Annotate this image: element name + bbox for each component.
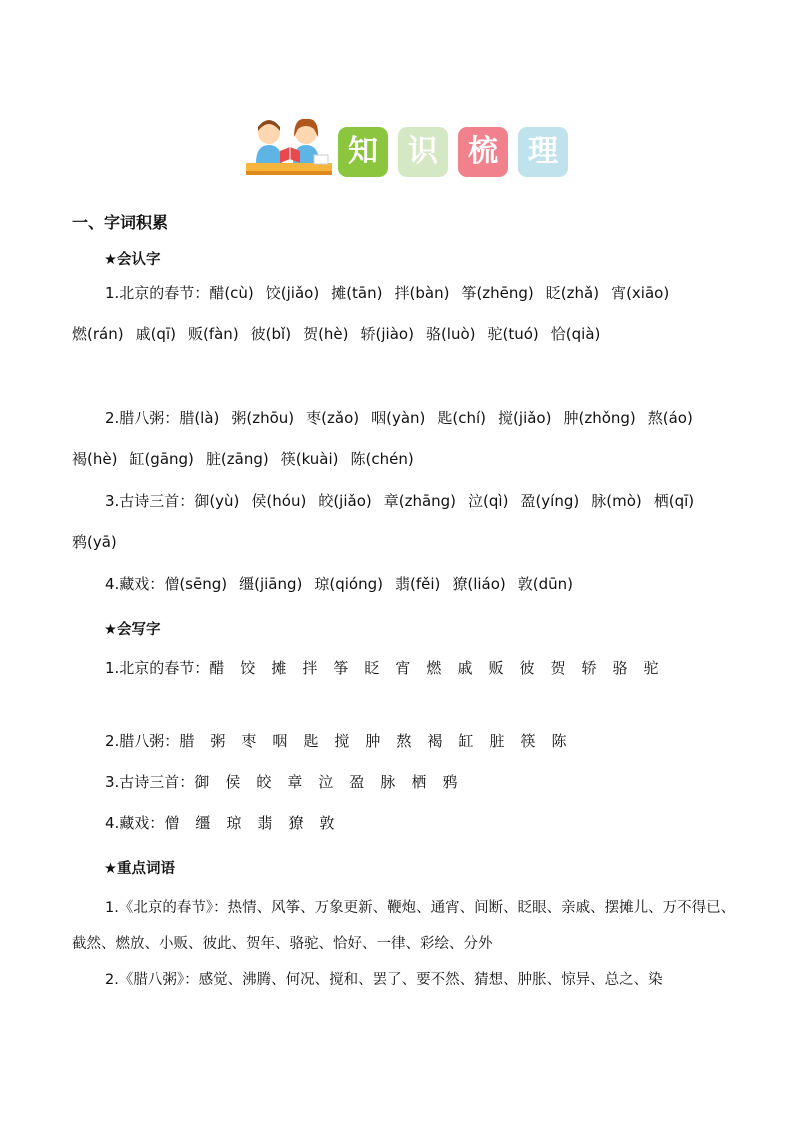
recognize-group: [72, 481, 732, 563]
banner-title: [338, 127, 568, 177]
write-char: 缰: [195, 814, 211, 832]
write-char: 肿: [365, 732, 381, 750]
char-with-pinyin: 驼(tuó): [487, 325, 539, 343]
subheading-key-words: ★重点词语: [104, 861, 175, 877]
write-char: 枣: [241, 732, 257, 750]
char-with-pinyin: 咽(yàn): [371, 409, 426, 427]
char-with-pinyin: 搅(jiǎo): [498, 409, 552, 427]
char-with-pinyin: 僧(sēng): [164, 575, 228, 593]
banner-tile: 知: [338, 127, 388, 177]
banner-tile: 理: [518, 127, 568, 177]
write-char: 脏: [489, 732, 505, 750]
char-with-pinyin: 缸(gāng): [129, 450, 194, 468]
write-char: 褐: [427, 732, 443, 750]
write-char: 盈: [349, 773, 365, 791]
char-with-pinyin: 贺(hè): [303, 325, 349, 343]
char-with-pinyin: 鸦(yā): [72, 533, 117, 551]
write-char: 搅: [334, 732, 350, 750]
write-char: 陈: [551, 732, 567, 750]
write-char: 皎: [256, 773, 272, 791]
char-with-pinyin: 御(yù): [194, 492, 240, 510]
char-with-pinyin: 褐(hè): [72, 450, 118, 468]
write-group: [72, 805, 732, 841]
write-char: 缸: [458, 732, 474, 750]
write-char: 腊: [179, 732, 195, 750]
char-with-pinyin: 泣(qì): [468, 492, 509, 510]
write-char: 章: [287, 773, 303, 791]
banner-tile: 识: [398, 127, 448, 177]
write-char: 侯: [225, 773, 241, 791]
char-with-pinyin: 醋(cù): [209, 284, 254, 302]
char-with-pinyin: 翡(fěi): [394, 575, 441, 593]
group-label: 1.北京的春节：: [105, 284, 210, 302]
recognize-group: [72, 564, 732, 605]
recognize-group: [72, 398, 732, 480]
char-with-pinyin: 饺(jiǎo): [265, 284, 320, 302]
write-char: 僧: [164, 814, 180, 832]
write-char: 栖: [411, 773, 427, 791]
char-with-pinyin: 陈(chén): [350, 450, 414, 468]
write-char: 御: [194, 773, 210, 791]
write-char: 筷: [520, 732, 536, 750]
char-with-pinyin: 匙(chí): [437, 409, 487, 427]
char-with-pinyin: 燃(rán): [72, 325, 124, 343]
char-with-pinyin: 獠(liáo): [452, 575, 506, 593]
write-char: 眨: [364, 659, 380, 677]
write-char: 宵: [395, 659, 411, 677]
char-with-pinyin: 敦(dūn): [517, 575, 574, 593]
char-with-pinyin: 筷(kuài): [280, 450, 339, 468]
char-with-pinyin: 腊(là): [179, 409, 220, 427]
write-char: 轿: [581, 659, 597, 677]
write-char: 鸦: [442, 773, 458, 791]
write-char: 粥: [210, 732, 226, 750]
group-label: 4.藏戏：: [105, 814, 165, 832]
write-char: 燃: [426, 659, 442, 677]
char-with-pinyin: 恰(qià): [550, 325, 601, 343]
char-with-pinyin: 彼(bǐ): [250, 325, 292, 343]
write-char: 戚: [457, 659, 473, 677]
char-with-pinyin: 盈(yíng): [520, 492, 580, 510]
char-with-pinyin: 脉(mò): [591, 492, 642, 510]
char-with-pinyin: 宵(xiāo): [611, 284, 670, 302]
char-with-pinyin: 熬(áo): [647, 409, 693, 427]
char-with-pinyin: 筝(zhēng): [461, 284, 534, 302]
char-with-pinyin: 枣(zǎo): [306, 409, 360, 427]
write-char: 驼: [643, 659, 659, 677]
group-label: 4.藏戏：: [105, 575, 165, 593]
write-char: 咽: [272, 732, 288, 750]
char-with-pinyin: 摊(tān): [331, 284, 383, 302]
char-with-pinyin: 章(zhāng): [383, 492, 457, 510]
key-words-line: 2.《腊八粥》：感觉、沸腾、何况、搅和、罢了、要不然、猜想、肿胀、惊异、总之、染: [105, 972, 663, 988]
write-char: 饺: [240, 659, 256, 677]
char-with-pinyin: 拌(bàn): [394, 284, 450, 302]
char-with-pinyin: 侯(hóu): [251, 492, 307, 510]
write-group: [72, 723, 732, 759]
subheading-recognize: ★会认字: [104, 252, 161, 268]
write-char: 熬: [396, 732, 412, 750]
char-with-pinyin: 粥(zhōu): [231, 409, 295, 427]
char-with-pinyin: 戚(qī): [135, 325, 176, 343]
write-char: 獠: [288, 814, 304, 832]
write-char: 泣: [318, 773, 334, 791]
group-label: 1.北京的春节：: [105, 659, 210, 677]
char-with-pinyin: 缰(jiāng): [239, 575, 303, 593]
write-char: 脉: [380, 773, 396, 791]
char-with-pinyin: 琼(qióng): [314, 575, 383, 593]
knowledge-banner: [244, 115, 574, 185]
group-label: 3.古诗三首：: [105, 492, 195, 510]
char-with-pinyin: 骆(luò): [425, 325, 476, 343]
char-with-pinyin: 眨(zhǎ): [545, 284, 600, 302]
char-with-pinyin: 脏(zāng): [205, 450, 269, 468]
write-char: 敦: [319, 814, 335, 832]
group-label: 2.腊八粥：: [105, 732, 180, 750]
write-char: 彼: [519, 659, 535, 677]
write-char: 琼: [226, 814, 242, 832]
key-words-line: 1.《北京的春节》：热情、风筝、万象更新、鞭炮、通宵、间断、眨眼、亲戚、摆摊儿、万不得已、截然、燃放、小贩、彼此、贺年、骆驼、恰好、一律、彩绘、分外: [72, 900, 736, 952]
char-with-pinyin: 轿(jiào): [360, 325, 414, 343]
char-with-pinyin: 贩(fàn): [187, 325, 239, 343]
write-char: 匙: [303, 732, 319, 750]
write-group: [72, 764, 732, 800]
write-char: 醋: [209, 659, 225, 677]
write-char: 翡: [257, 814, 273, 832]
write-char: 摊: [271, 659, 287, 677]
char-with-pinyin: 栖(qī): [653, 492, 695, 510]
write-char: 贺: [550, 659, 566, 677]
char-with-pinyin: 肿(zhǒng): [563, 409, 636, 427]
students-reading-icon: [244, 115, 334, 183]
write-char: 贩: [488, 659, 504, 677]
write-char: 骆: [612, 659, 628, 677]
write-char: 拌: [302, 659, 318, 677]
recognize-group: [72, 273, 732, 355]
write-group: [72, 650, 732, 686]
section-title: 一、字词积累: [72, 213, 169, 232]
group-label: 3.古诗三首：: [105, 773, 195, 791]
char-with-pinyin: 皎(jiǎo): [318, 492, 372, 510]
banner-tile: 梳: [458, 127, 508, 177]
write-char: 筝: [333, 659, 349, 677]
group-label: 2.腊八粥：: [105, 409, 180, 427]
subheading-write: ★会写字: [104, 622, 161, 638]
